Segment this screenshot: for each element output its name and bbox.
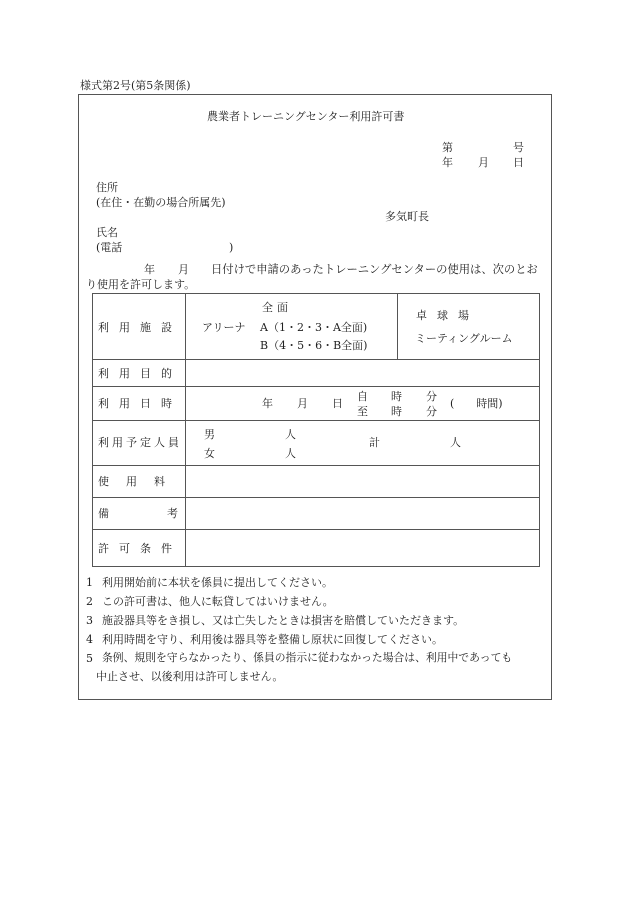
facility-divider <box>397 293 398 359</box>
male-label: 男 <box>204 428 215 441</box>
total-person: 人 <box>450 436 461 449</box>
zenmen-label: 全面 <box>262 301 292 314</box>
note-3-text: 施設器具等をき損し、又は亡失したときは損害を賠償していただきます。 <box>102 614 465 627</box>
form-label: 様式第2号(第5条関係) <box>80 79 191 92</box>
doc-number-go: 号 <box>513 141 524 154</box>
note-5-text: 条例、規則を守らなかったり、係員の指示に従わなかった場合は、利用中であっても <box>102 651 513 664</box>
purpose-label: 利用目的 <box>98 367 182 380</box>
date-label: 利用日時 <box>98 397 182 410</box>
table-label-divider <box>185 293 186 567</box>
date-month: 月 <box>297 397 308 410</box>
hours-total: ( 時間) <box>450 397 503 410</box>
to-hour: 時 <box>391 405 402 418</box>
from-minute: 分 <box>426 390 437 403</box>
female-person: 人 <box>285 447 296 460</box>
issue-month: 月 <box>478 156 489 169</box>
fee-label: 使用料 <box>98 475 182 488</box>
phone-close: ) <box>229 241 234 254</box>
to-minute: 分 <box>426 405 437 418</box>
note-4-text: 利用時間を守り、利用後は器具等を整備し原状に回復してください。 <box>102 633 443 646</box>
remarks-label: 備考 <box>98 507 236 520</box>
note-1-num: 1 <box>86 576 93 589</box>
intro-line1: 日付けで申請のあったトレーニングセンターの使用は、次のとお <box>211 263 538 276</box>
note-2-text: この許可書は、他人に転貸してはいけません。 <box>102 595 334 608</box>
arena-label: アリーナ <box>202 321 246 334</box>
row-line-2 <box>92 386 540 387</box>
row-line-5 <box>92 497 540 498</box>
date-day: 日 <box>332 397 343 410</box>
from-label: 自 <box>357 390 368 403</box>
note-5-num: 5 <box>86 652 93 665</box>
doc-number-dai: 第 <box>442 141 453 154</box>
conditions-label: 許可条件 <box>98 542 182 555</box>
meeting-room-label: ミーティングルーム <box>415 332 513 345</box>
option-a: A（1・2・3・A全面) <box>260 321 368 334</box>
male-person: 人 <box>285 428 296 441</box>
address-note: (在住・在勤の場合所属先) <box>96 196 226 209</box>
note-2-num: 2 <box>86 595 93 608</box>
from-hour: 時 <box>391 390 402 403</box>
name-label: 氏名 <box>96 226 118 239</box>
female-label: 女 <box>204 447 215 460</box>
note-3-num: 3 <box>86 614 93 627</box>
note-5-continuation: 中止させ、以後利用は許可しません。 <box>96 670 284 683</box>
intro-month: 月 <box>178 263 189 276</box>
total-label: 計 <box>369 436 380 449</box>
row-line-1 <box>92 359 540 360</box>
note-4-num: 4 <box>86 633 93 646</box>
intro-line2: り使用を許可します。 <box>86 278 196 291</box>
table-tennis-label: 卓球場 <box>416 309 479 322</box>
to-label: 至 <box>357 405 368 418</box>
note-1-text: 利用開始前に本状を係員に提出してください。 <box>102 576 333 589</box>
date-year: 年 <box>262 397 273 410</box>
row-line-3 <box>92 420 540 421</box>
option-b: B（4・5・6・B全面) <box>260 339 368 352</box>
address-label: 住所 <box>96 181 118 194</box>
issue-day: 日 <box>513 156 524 169</box>
issue-year: 年 <box>442 156 453 169</box>
people-label: 利用予定人員 <box>98 436 182 449</box>
intro-year: 年 <box>144 263 155 276</box>
issuer-name: 多気町長 <box>385 210 429 223</box>
facility-label: 利用施設 <box>98 321 182 334</box>
row-line-4 <box>92 465 540 466</box>
row-line-6 <box>92 529 540 530</box>
phone-open: (電話 <box>96 241 123 254</box>
document-title: 農業者トレーニングセンター利用許可書 <box>207 110 405 123</box>
